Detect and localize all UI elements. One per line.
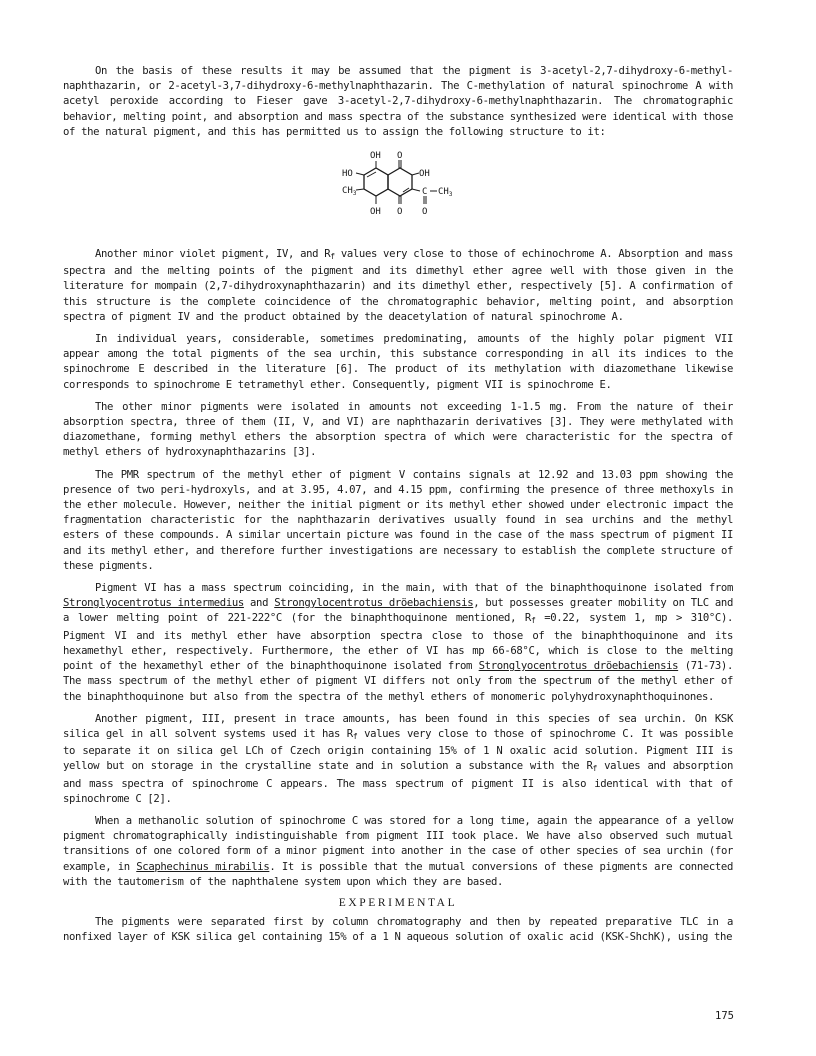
paragraph-8: When a methanolic solution of spinochrome C was stored for a long time, again the appearance of a yellow pigment chromatographically indistinguishable from pigment III took place. We have also observed such mutual transitions of one colored form of a minor pigment into another in the case of other species of sea urchin (for example, in Scaphechinus mirabilis. It is possible that the mutual conversions of these pigments are connected with the tautomerism of the naphthalene system upon which they are based. — [63, 814, 733, 888]
label-oh-top: OH — [370, 151, 381, 162]
page-number: 175 — [715, 1010, 734, 1022]
label-ch3-left: $CH_3$ — [342, 186, 357, 198]
paragraph-9: The pigments were separated first by column chromatography and then by repeated preparative TLC in a nonfixed layer of KSK silica gel containing 15% of a 1 N aqueous solution of oxalic acid (KSK-ShchK), using the — [63, 915, 733, 944]
bond-ho — [356, 173, 364, 175]
paragraph-2: Another minor violet pigment, IV, and $R_f$ values very close to those of echinochrome A. Absorption and mass spectra and the melting points of the pigment and its dimethyl ether agree well with those given in the literature for mompain (2,7-dihydroxynaphthazarin) and its dimethyl ether, respectively [5]. A confirmation of this structure is the complete coincidence of the chromatographic behavior, melting point, and absorption spectra of pigment IV and the product obtained by the deacetylation of natural spinochrome A. — [63, 248, 733, 323]
chemical-structure — [318, 147, 478, 237]
paragraph-5: The PMR spectrum of the methyl ether of pigment V contains signals at 12.92 and 13.03 ppm showing the presence of two peri-hydroxyls, and at 3.95, 4.07, and 4.15 ppm, confirming the presence of three methoxyls in the ether molecule. However, neither the initial pigment or its methyl ether showed under electronic impact the fragmentation characteristic for the naphthazarin derivatives usually found in sea urchins and the methyl esters of these compounds. A similar uncertain picture was found in the case of the mass spectrum of pigment II and its methyl ether, and therefore further investigations are necessary to establish the complete structure of these pigments. — [63, 468, 733, 572]
label-c-acetyl: C — [422, 187, 428, 198]
species-name: Strongylocentrotus dröebachiensis — [274, 597, 474, 610]
label-ho-left: HO — [342, 169, 353, 180]
label-o-acetyl: O — [422, 207, 428, 218]
label-o-top: O — [397, 151, 403, 162]
paragraph-3: In individual years, considerable, sometimes predominating, amounts of the highly polar pigment VII appear among the total pigments of the sea urchin, this substance corresponding in all its indices to the spinochrome E described in the literature [6]. The product of its methylation with diazomethane likewise corresponds to spinochrome E tetramethyl ether. Consequently, pigment VII is spinochrome E. — [63, 333, 733, 391]
paragraph-4: The other minor pigments were isolated in amounts not exceeding 1-1.5 mg. From the nature of their absorption spectra, three of them (II, V, and VI) are naphthazarin derivatives [3]. They were methylated with diazomethane, forming methyl ethers the absorption spectra of which were characteristic for the spectra of methyl ethers of hydroxynaphthazarins [3]. — [63, 400, 733, 459]
right-ring — [388, 168, 412, 196]
species-name: Scaphechinus mirabilis — [136, 860, 270, 873]
page-body — [63, 64, 733, 952]
paragraph-6: Pigment VI has a mass spectrum coinciding, in the main, with that of the binaphthoquinone isolated from Stronglyocentrotus intermedius and Strongylocentrotus dröebachiensis, but possesses greater mobility on TLC and a lower melting point of 221-222°C (for the binaphthoquinone mentioned, $R_f =0.22$, system 1, mp > 310°C). Pigment VI and its methyl ether have absorption spectra close to those of the binaphthoquinone and its hexamethyl ether, respectively. Furthermore, the ether of VI has mp 66-68°C, which is close to the melting point of the hexamethyl ether of the binaphthoquinone isolated from Stronglyocentrotus dröebachiensis (71-73). The mass spectrum of the methyl ether of pigment VI differs not only from the spectrum of the methyl ether of the binaphthoquinone but also from the spectra of the methyl ethers of monomeric polyhydroxynaphthoquinones. — [63, 582, 734, 703]
bond-oh-right — [412, 173, 419, 175]
bond-acetyl — [412, 189, 420, 191]
species-name: Stronglyocentrotus intermedius — [63, 597, 244, 610]
paragraph-1: On the basis of these results it may be assumed that the pigment is 3-acetyl-2,7-dihydroxy-6-methyl-naphthazarin, or 2-acetyl-3,7-dihydroxy-6-methylnaphthazarin. The C-methylation of natural spinochrome A with acetyl peroxide according to Fieser gave 3-acetyl-2,7-dihydroxy-6-methylnaphthazarin. The chromatographic behavior, melting point, and absorption and mass spectra of the substance synthesized were identical with those of the natural pigment, and this has permitted us to assign the following structure to it: — [63, 65, 733, 138]
paragraph-7: Another pigment, III, present in trace amounts, has been found in this species of sea urchin. On KSK silica gel in all solvent systems used it has $R_f$ values very close to those of spinochrome C. It was possible to separate it on silica gel LCh of Czech origin containing 15% of 1 N oxalic acid solution. Pigment III is yellow but on storage in the crystalline state and in solution a substance with the $R_f$ values and absorption and mass spectra of spinochrome C appears. The mass spectrum of pigment II is also identical with that of spinochrome C [2]. — [63, 712, 733, 805]
label-oh-bottom: OH — [370, 207, 381, 218]
section-heading: EXPERIMENTAL — [338, 896, 458, 909]
bond-ch3-left — [356, 189, 364, 190]
species-name: Stronglyocentrotus dröebachiensis — [478, 660, 679, 673]
label-oh-right: OH — [419, 169, 430, 180]
label-ch3-right: $CH_3$ — [438, 187, 453, 199]
label-o-bottom: O — [397, 207, 403, 218]
